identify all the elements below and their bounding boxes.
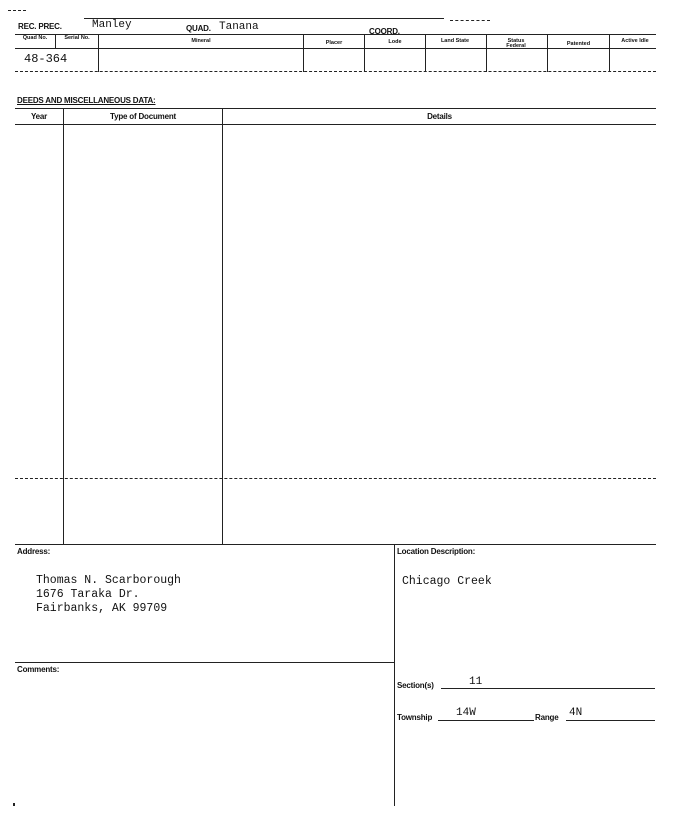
coord-label: COORD. [369, 27, 400, 36]
quad-no-value: 48-364 [24, 52, 68, 66]
range-label: Range [535, 713, 559, 722]
deeds-col-divider-type [222, 108, 223, 545]
land-state-header: Land State [440, 38, 470, 44]
top-dash-mark [8, 10, 26, 11]
range-value: 4N [569, 707, 583, 719]
rec-prec-label: REC. PREC. [18, 22, 62, 31]
year-header: Year [30, 112, 48, 121]
lower-vertical-divider [394, 544, 395, 806]
township-value: 14W [456, 707, 476, 719]
col-divider-patented [547, 34, 548, 72]
deeds-col-divider-year [63, 108, 64, 545]
section-label: Section(s) [397, 681, 434, 690]
address-line-2: 1676 Taraka Dr. [36, 588, 140, 601]
township-label: Township [397, 713, 433, 722]
township-underline [438, 720, 534, 721]
status-federal-header: Status Federal [506, 38, 526, 49]
details-header: Details [427, 112, 452, 121]
serial-no-header: Serial No. [64, 35, 90, 41]
quad-label: QUAD. [186, 24, 211, 33]
mineral-header: Mineral [191, 38, 211, 44]
patented-header: Patented [566, 41, 591, 47]
deeds-section-title: DEEDS AND MISCELLANEOUS DATA: [17, 96, 156, 105]
coord-dash [450, 20, 490, 21]
address-label: Address: [17, 547, 51, 556]
location-description-value: Chicago Creek [402, 575, 492, 588]
comments-label: Comments: [17, 665, 60, 674]
address-line-1: Thomas N. Scarborough [36, 574, 181, 587]
active-idle-header: Active Idle [621, 38, 649, 44]
location-description-label: Location Description: [397, 547, 476, 556]
comments-top-line [15, 662, 394, 663]
col-divider-active [609, 34, 610, 72]
mineral-table-bottom-dash [15, 71, 656, 72]
col-divider-placer [303, 34, 304, 72]
mineral-table-head-line [15, 48, 656, 49]
address-line-3: Fairbanks, AK 99709 [36, 602, 168, 615]
quad-value: Tanana [219, 21, 259, 33]
col-divider-land [425, 34, 426, 72]
deeds-separator-dash [15, 478, 656, 479]
header-underline [84, 18, 444, 19]
deeds-top-line [15, 108, 656, 109]
lode-header: Lode [388, 39, 402, 45]
scan-speck [13, 803, 15, 806]
section-underline [441, 688, 655, 689]
section-value: 11 [469, 676, 483, 688]
placer-header: Placer [325, 40, 343, 46]
rec-prec-value: Manley [92, 19, 132, 31]
quad-no-header: Quad No. [22, 35, 48, 41]
deeds-head-line [15, 124, 656, 125]
type-of-document-header: Type of Document [110, 112, 176, 121]
col-divider-status [486, 34, 487, 72]
mineral-table-top-line [15, 34, 656, 35]
range-underline [566, 720, 655, 721]
deeds-bottom-line [15, 544, 656, 545]
